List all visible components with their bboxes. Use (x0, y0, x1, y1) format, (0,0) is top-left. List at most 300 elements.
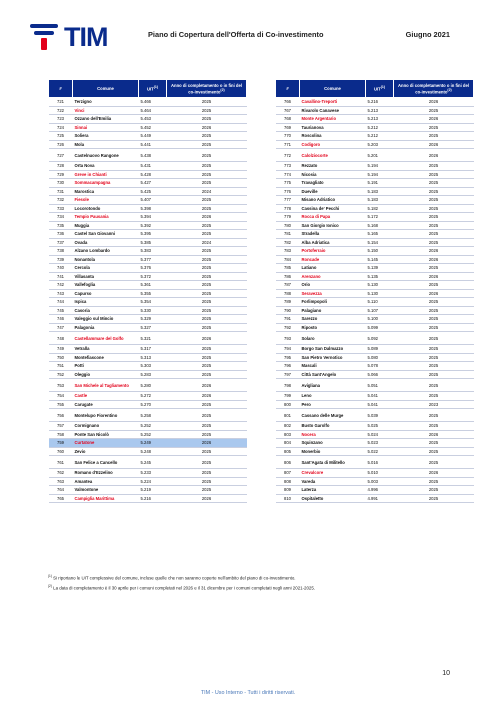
anno-cell: 2025 (167, 221, 247, 230)
comune-cell: Codigoro (300, 140, 366, 149)
uit-cell: 5.283 (139, 370, 167, 379)
row-number-cell: 749 (49, 345, 73, 354)
comune-cell: Vareda (300, 477, 366, 486)
uit-cell: 5.216 (139, 494, 167, 503)
anno-cell: 2025 (394, 106, 474, 115)
comune-cell: Laterza (300, 486, 366, 495)
anno-cell: 2026 (167, 213, 247, 222)
table-row (276, 115, 474, 124)
comune-cell: Roscolina (300, 132, 366, 141)
anno-cell: 2026 (167, 379, 247, 392)
table-row (276, 298, 474, 307)
row-number-cell: 726 (49, 140, 73, 149)
anno-cell: 2024 (167, 238, 247, 247)
table-row (49, 392, 247, 401)
uit-cell: 5.110 (366, 298, 394, 307)
document-date: Giugno 2021 (405, 30, 450, 39)
table-row (276, 132, 474, 141)
row-number-cell: 782 (276, 238, 300, 247)
anno-cell: 2025 (394, 486, 474, 495)
row-number-cell: 738 (49, 247, 73, 256)
table-row (49, 362, 247, 371)
uit-cell: 5.398 (139, 204, 167, 213)
coverage-table-right (275, 79, 474, 503)
row-number-cell: 752 (49, 370, 73, 379)
table-row (49, 323, 247, 332)
comune-cell: Solaro (300, 332, 366, 345)
uit-cell: 5.453 (139, 115, 167, 124)
anno-cell: 2025 (167, 272, 247, 281)
table-row (49, 430, 247, 439)
anno-cell: 2025 (394, 132, 474, 141)
table-row (276, 179, 474, 188)
uit-cell: 5.216 (366, 98, 394, 107)
table-row (49, 439, 247, 448)
comune-cell: Cassina de' Pecchi (300, 204, 366, 213)
table-row (276, 422, 474, 431)
uit-cell: 5.066 (366, 370, 394, 379)
comune-cell: Arenzano (300, 272, 366, 281)
comune-cell: Montelupo Fiorentino (73, 409, 139, 422)
tim-logo (30, 22, 110, 52)
table-row (49, 298, 247, 307)
uit-cell: 5.354 (139, 298, 167, 307)
row-number-cell: 796 (276, 362, 300, 371)
uit-cell: 5.212 (366, 123, 394, 132)
column-header-number: # (49, 80, 73, 98)
row-number-cell: 804 (276, 439, 300, 448)
anno-cell: 2025 (394, 221, 474, 230)
comune-cell: Seravezza (300, 289, 366, 298)
anno-cell: 2026 (167, 494, 247, 503)
comune-cell: Pero (300, 400, 366, 409)
comune-cell: Mola (73, 140, 139, 149)
column-header-uit: UIT$^{(1)}$ (366, 80, 394, 98)
footnote-2: $^{(2)}$ La data di completamento è il 30 aprile per i comuni completati nel 2026 e il 31 dicembre per i comuni completati negli anni 2021-2025. (48, 583, 316, 591)
comune-cell: Travagliato (300, 179, 366, 188)
comune-cell: Capurso (73, 289, 139, 298)
anno-cell: 2025 (394, 213, 474, 222)
row-number-cell: 800 (276, 400, 300, 409)
anno-cell: 2025 (394, 123, 474, 132)
row-number-cell: 805 (276, 447, 300, 456)
row-number-cell: 799 (276, 392, 300, 401)
table-row (276, 409, 474, 422)
table-row (276, 213, 474, 222)
anno-cell: 2025 (394, 379, 474, 392)
anno-cell: 2025 (167, 106, 247, 115)
anno-cell: 2025 (394, 315, 474, 324)
table-row (49, 106, 247, 115)
comune-cell: Orio (300, 281, 366, 290)
row-number-cell: 775 (276, 179, 300, 188)
table-row (276, 162, 474, 171)
anno-cell: 2025 (167, 315, 247, 324)
uit-cell: 5.130 (366, 281, 394, 290)
comune-cell: Nonantola (73, 255, 139, 264)
comune-cell: Amantea (73, 477, 139, 486)
table-row (49, 409, 247, 422)
table-row (49, 255, 247, 264)
anno-cell: 2026 (394, 115, 474, 124)
row-number-cell: 760 (49, 447, 73, 456)
row-number-cell: 772 (276, 149, 300, 162)
row-number-cell: 807 (276, 469, 300, 478)
anno-cell: 2025 (167, 400, 247, 409)
row-number-cell: 773 (276, 162, 300, 171)
anno-cell: 2026 (394, 247, 474, 256)
row-number-cell: 730 (49, 179, 73, 188)
table-row (49, 400, 247, 409)
uit-cell: 5.431 (139, 162, 167, 171)
uit-cell: 5.248 (139, 447, 167, 456)
row-number-cell: 789 (276, 298, 300, 307)
uit-cell: 5.428 (139, 170, 167, 179)
comune-cell: Cormignano (73, 422, 139, 431)
row-number-cell: 765 (49, 494, 73, 503)
anno-cell: 2025 (167, 306, 247, 315)
comune-cell: Latiano (300, 264, 366, 273)
row-number-cell: 750 (49, 353, 73, 362)
uit-cell: 5.252 (139, 430, 167, 439)
comune-cell: Stradella (300, 230, 366, 239)
uit-cell: 5.361 (139, 281, 167, 290)
anno-cell: 2025 (167, 456, 247, 469)
table-row (49, 456, 247, 469)
table-row (276, 196, 474, 205)
anno-cell: 2025 (394, 332, 474, 345)
uit-cell: 5.100 (366, 315, 394, 324)
page-number: 10 (442, 670, 450, 677)
anno-cell: 2025 (167, 98, 247, 107)
table-row (49, 345, 247, 354)
table-row (276, 469, 474, 478)
comune-cell: Vinci (73, 106, 139, 115)
uit-cell: 5.024 (366, 430, 394, 439)
row-number-cell: 809 (276, 486, 300, 495)
comune-cell: Fiesole (73, 196, 139, 205)
table-row (276, 400, 474, 409)
row-number-cell: 736 (49, 230, 73, 239)
table-row (49, 115, 247, 124)
table-row (276, 272, 474, 281)
table-row (276, 353, 474, 362)
uit-cell: 5.427 (139, 179, 167, 188)
table-row (276, 306, 474, 315)
comune-cell: Busto Garolfo (300, 422, 366, 431)
comune-cell: Mascali (300, 362, 366, 371)
row-number-cell: 724 (49, 123, 73, 132)
row-number-cell: 806 (276, 456, 300, 469)
row-number-cell: 731 (49, 187, 73, 196)
row-number-cell: 783 (276, 247, 300, 256)
uit-cell: 5.213 (366, 115, 394, 124)
uit-cell: 5.212 (366, 132, 394, 141)
uit-cell: 5.041 (366, 392, 394, 401)
anno-cell: 2025 (394, 392, 474, 401)
anno-cell: 2026 (394, 98, 474, 107)
uit-cell: 4.991 (366, 494, 394, 503)
row-number-cell: 743 (49, 289, 73, 298)
comune-cell: Potti (73, 362, 139, 371)
comune-cell: Zevio (73, 447, 139, 456)
comune-cell: Romano d'Ezzelino (73, 469, 139, 478)
row-number-cell: 791 (276, 315, 300, 324)
row-number-cell: 759 (49, 439, 73, 448)
row-number-cell: 755 (49, 400, 73, 409)
anno-cell: 2025 (394, 447, 474, 456)
anno-cell: 2026 (167, 332, 247, 345)
anno-cell: 2025 (167, 196, 247, 205)
table-row (49, 281, 247, 290)
comune-cell: Rezzato (300, 162, 366, 171)
uit-cell: 5.313 (139, 353, 167, 362)
table-row (276, 370, 474, 379)
row-number-cell: 766 (276, 98, 300, 107)
table-row (276, 221, 474, 230)
row-number-cell: 746 (49, 315, 73, 324)
anno-cell: 2026 (394, 469, 474, 478)
anno-cell: 2025 (167, 149, 247, 162)
uit-cell: 4.996 (366, 486, 394, 495)
uit-cell: 5.078 (366, 362, 394, 371)
anno-cell: 2025 (394, 306, 474, 315)
table-row (49, 132, 247, 141)
row-number-cell: 786 (276, 272, 300, 281)
anno-cell: 2023 (394, 400, 474, 409)
table-row (49, 187, 247, 196)
comune-cell: Castellammare del Golfo (73, 332, 139, 345)
comune-cell: Marostica (73, 187, 139, 196)
comune-cell: Casoria (73, 306, 139, 315)
uit-cell: 5.150 (366, 247, 394, 256)
anno-cell: 2025 (394, 370, 474, 379)
table-row (276, 332, 474, 345)
row-number-cell: 777 (276, 196, 300, 205)
uit-cell: 5.317 (139, 345, 167, 354)
table-row (276, 170, 474, 179)
table-row (49, 264, 247, 273)
uit-cell: 5.385 (139, 238, 167, 247)
row-number-cell: 721 (49, 98, 73, 107)
comune-cell: Nicosia (300, 170, 366, 179)
table-row (276, 477, 474, 486)
comune-cell: Ozzano dell'Emilia (73, 115, 139, 124)
uit-cell: 5.219 (139, 486, 167, 495)
row-number-cell: 774 (276, 170, 300, 179)
comune-cell: Alba Adriatica (300, 238, 366, 247)
row-number-cell: 745 (49, 306, 73, 315)
table-row (49, 230, 247, 239)
table-row (49, 289, 247, 298)
uit-cell: 5.233 (139, 469, 167, 478)
row-number-cell: 767 (276, 106, 300, 115)
uit-cell: 5.130 (366, 289, 394, 298)
comune-cell: San Pietro Vernotico (300, 353, 366, 362)
anno-cell: 2026 (394, 272, 474, 281)
comune-cell: San Giorgio Ionico (300, 221, 366, 230)
row-number-cell: 808 (276, 477, 300, 486)
anno-cell: 2025 (167, 323, 247, 332)
coverage-table-left (48, 79, 247, 503)
comune-cell: Castelnuovo Rangone (73, 149, 139, 162)
anno-cell: 2025 (167, 264, 247, 273)
row-number-cell: 762 (49, 469, 73, 478)
table-body-right (276, 98, 474, 503)
comune-cell: Muggia (73, 221, 139, 230)
anno-cell: 2025 (394, 477, 474, 486)
table-row (276, 187, 474, 196)
anno-cell: 2025 (394, 187, 474, 196)
anno-cell: 2025 (167, 430, 247, 439)
comune-cell: Calolziocorte (300, 149, 366, 162)
row-number-cell: 771 (276, 140, 300, 149)
uit-cell: 5.089 (366, 345, 394, 354)
table-row (49, 477, 247, 486)
footnotes (48, 574, 458, 594)
anno-cell: 2025 (394, 353, 474, 362)
uit-cell: 5.092 (366, 332, 394, 345)
comune-cell: Greve in Chianti (73, 170, 139, 179)
uit-cell: 5.194 (366, 170, 394, 179)
uit-cell: 5.039 (366, 409, 394, 422)
uit-cell: 5.280 (139, 379, 167, 392)
anno-cell: 2025 (167, 255, 247, 264)
comune-cell: Taurianova (300, 123, 366, 132)
row-number-cell: 788 (276, 289, 300, 298)
table-row (49, 422, 247, 431)
comune-cell: Cavallino-Treporti (300, 98, 366, 107)
row-number-cell: 776 (276, 187, 300, 196)
uit-cell: 5.025 (366, 422, 394, 431)
comune-cell: Roncade (300, 255, 366, 264)
row-number-cell: 727 (49, 149, 73, 162)
column-header-comune: Comune (73, 80, 139, 98)
comune-cell: Borgo San Dalmazzo (300, 345, 366, 354)
row-number-cell: 739 (49, 255, 73, 264)
column-header-anno: Anno di completamento o in fini del co-investimento$^{(2)}$ (167, 80, 247, 98)
row-number-cell: 763 (49, 477, 73, 486)
uit-cell: 5.023 (366, 439, 394, 448)
uit-cell: 5.249 (139, 439, 167, 448)
comune-cell: Terzigno (73, 98, 139, 107)
table-body-left (49, 98, 247, 503)
anno-cell: 2025 (167, 477, 247, 486)
anno-cell: 2025 (394, 230, 474, 239)
uit-cell: 5.022 (366, 447, 394, 456)
comune-cell: Vetralla (73, 345, 139, 354)
uit-cell: 5.449 (139, 132, 167, 141)
row-number-cell: 795 (276, 353, 300, 362)
anno-cell: 2025 (394, 162, 474, 171)
row-number-cell: 722 (49, 106, 73, 115)
comune-cell: Campiglia Marittima (73, 494, 139, 503)
anno-cell: 2025 (167, 230, 247, 239)
anno-cell: 2025 (167, 170, 247, 179)
anno-cell: 2024 (167, 187, 247, 196)
comune-cell: Carugate (73, 400, 139, 409)
row-number-cell: 768 (276, 115, 300, 124)
row-number-cell: 729 (49, 170, 73, 179)
row-number-cell: 785 (276, 264, 300, 273)
table-row (49, 221, 247, 230)
comune-cell: Locorotondo (73, 204, 139, 213)
anno-cell: 2025 (394, 362, 474, 371)
row-number-cell: 758 (49, 430, 73, 439)
uit-cell: 5.145 (366, 255, 394, 264)
table-row (276, 149, 474, 162)
comune-cell: Avigliana (300, 379, 366, 392)
anno-cell: 2025 (394, 494, 474, 503)
comune-cell: Alzano Lombardo (73, 247, 139, 256)
table-row (276, 281, 474, 290)
tim-logo-text: TIM (64, 22, 108, 52)
uit-cell: 5.183 (366, 196, 394, 205)
anno-cell: 2025 (167, 140, 247, 149)
anno-cell: 2026 (167, 392, 247, 401)
uit-cell: 5.330 (139, 306, 167, 315)
comune-cell: Leno (300, 392, 366, 401)
table-row (276, 323, 474, 332)
uit-cell: 5.107 (366, 306, 394, 315)
row-number-cell: 784 (276, 255, 300, 264)
uit-cell: 5.270 (139, 400, 167, 409)
table-row (49, 370, 247, 379)
comune-cell: Valeggio sul Mincio (73, 315, 139, 324)
anno-cell: 2025 (394, 298, 474, 307)
uit-cell: 5.201 (366, 149, 394, 162)
row-number-cell: 801 (276, 409, 300, 422)
uit-cell: 5.191 (366, 179, 394, 188)
uit-cell: 5.139 (366, 264, 394, 273)
uit-cell: 5.203 (366, 140, 394, 149)
table-row (49, 123, 247, 132)
row-number-cell: 757 (49, 422, 73, 431)
comune-cell: Montefiascone (73, 353, 139, 362)
row-number-cell: 742 (49, 281, 73, 290)
row-number-cell: 792 (276, 323, 300, 332)
row-number-cell: 748 (49, 332, 73, 345)
comune-cell: Squinzano (300, 439, 366, 448)
comune-cell: Castel San Giovanni (73, 230, 139, 239)
uit-cell: 5.080 (366, 353, 394, 362)
uit-cell: 5.135 (366, 272, 394, 281)
anno-cell: 2025 (394, 170, 474, 179)
comune-cell: San Felice a Cancello (73, 456, 139, 469)
row-number-cell: 734 (49, 213, 73, 222)
comune-cell: Forlimpopoli (300, 298, 366, 307)
anno-cell: 2026 (394, 149, 474, 162)
uit-cell: 5.252 (139, 422, 167, 431)
uit-cell: 5.303 (139, 362, 167, 371)
table-row (276, 204, 474, 213)
anno-cell: 2025 (167, 362, 247, 371)
row-number-cell: 747 (49, 323, 73, 332)
table-row (49, 494, 247, 503)
comune-cell: Oleggio (73, 370, 139, 379)
uit-cell: 5.407 (139, 196, 167, 205)
comune-cell: Palagiano (300, 306, 366, 315)
column-header-number: # (276, 80, 300, 98)
comune-cell: Tempio Pausania (73, 213, 139, 222)
table-row (49, 238, 247, 247)
anno-cell: 2025 (167, 370, 247, 379)
anno-cell: 2025 (394, 439, 474, 448)
uit-cell: 5.464 (139, 106, 167, 115)
comune-cell: Riposto (300, 323, 366, 332)
row-number-cell: 740 (49, 264, 73, 273)
anno-cell: 2025 (167, 162, 247, 171)
